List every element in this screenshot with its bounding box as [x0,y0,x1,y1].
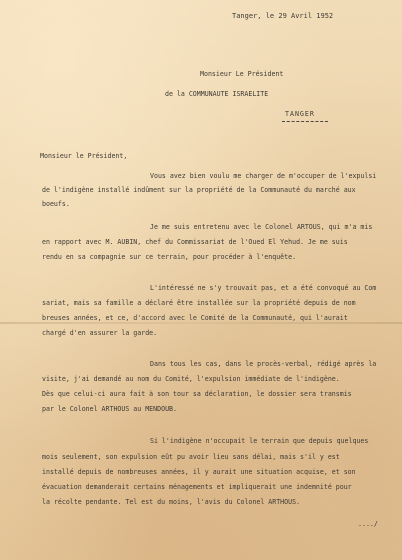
body-line: Dans tous les cas, dans le procès-verbal, rédigé après la [150,360,377,368]
recipient-line-2: de la COMMUNAUTE ISRAELITE [165,90,269,98]
body-line: évacuation demanderait certains ménagements et impliquerait une indemnité pour [42,483,352,491]
date-line: Tanger, le 29 Avril 1952 [232,12,334,20]
body-line: par le Colonel ARTHOUS au MENDOUB. [42,405,177,413]
body-line: Dès que celui-ci aura fait à son tour sa déclaration, le dossier sera transmis [42,390,352,398]
body-line: la récolte pendante. Tel est du moins, l'avis du Colonel ARTHOUS. [42,498,301,506]
recipient-line-1: Monsieur Le Président [200,70,284,78]
body-line: installé depuis de nombreuses années, il y aurait une situation acquise, et son [42,468,356,476]
body-line: mois seulement, son expulsion eût pu avoir lieu sans délai, mais s'il y est [42,453,340,461]
recipient-line-3: TANGER [285,110,315,118]
body-line: Si l'indigène n'occupait le terrain que depuis quelques [150,437,369,445]
body-line: visite, j'ai demandé au nom du Comité, l'expulsion immédiate de l'indigène. [42,375,340,383]
body-line: rendu en sa compagnie sur ce terrain, pour procéder à l'enquête. [42,253,297,261]
body-line: boeufs. [42,200,70,208]
recipient-underline [282,121,328,122]
body-line: de l'indigène installé indûment sur la propriété de la Communauté du marché aux [42,186,356,194]
body-line: chargé d'en assurer la garde. [42,329,158,337]
body-line: sariat, mais sa famille a déclaré être installée sur la propriété depuis de nom [42,299,356,307]
body-line: Je me suis entretenu avec le Colonel ARTOUS, qui m'a mis [150,223,373,231]
body-line: L'intéressé ne s'y trouvait pas, et a été convoqué au Com [150,284,377,292]
body-line: en rapport avec M. AUBIN, chef du Commissariat de l'Oued El Yehud. Je me suis [42,238,348,246]
salutation: Monsieur le Président, [40,152,128,160]
paper-fold-crease [0,322,402,324]
body-line: Vous avez bien voulu me charger de m'occuper de l'expulsi [150,172,377,180]
continuation-mark: ..../ [358,520,378,528]
body-line: breuses années, et ce, d'accord avec le Comité de la Communauté, qui l'aurait [42,314,348,322]
